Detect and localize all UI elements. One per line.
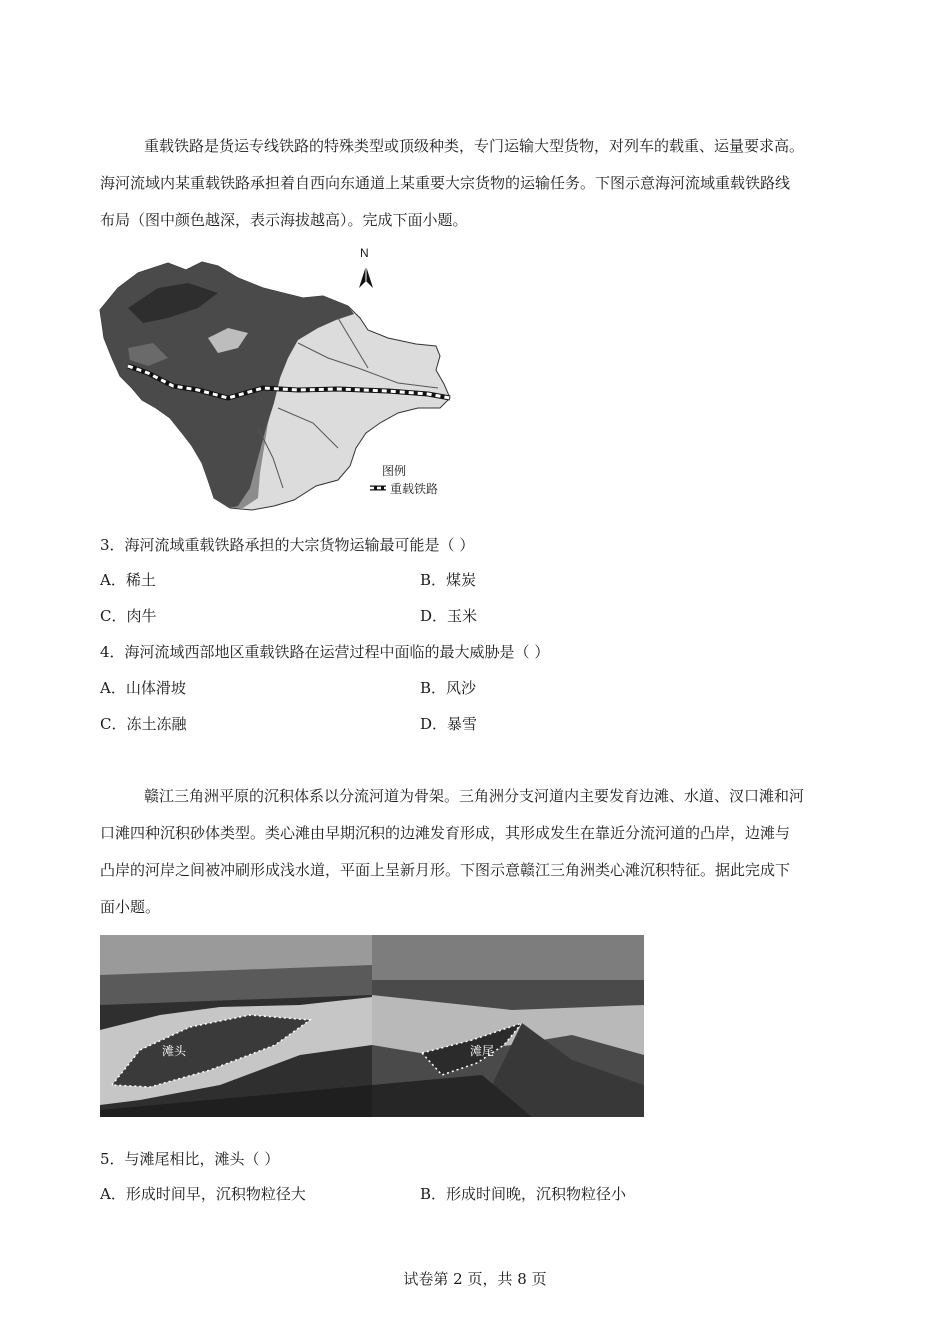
q4-option-a[interactable]: A．山体滑坡 [100,679,186,697]
passage-line: 面小题。 [100,898,161,916]
legend-title: 图例 [382,464,407,478]
photo-bar-head [100,935,372,1117]
question-5-stem: 5．与滩尾相比，滩头（ ） [100,1150,280,1168]
passage-line: 布局（图中颜色越深，表示海拔越高）。完成下面小题。 [100,211,468,229]
passage-line: 重载铁路是货运专线铁路的特殊类型或顶级种类，专门运输大型货物，对列车的载重、运量要求高。 [144,137,805,155]
bar-tail-label: 滩尾 [470,1044,495,1058]
q5-option-b[interactable]: B．形成时间晚，沉积物粒径小 [420,1185,627,1203]
question-3-stem: 3．海河流域重载铁路承担的大宗货物运输最可能是（ ） [100,536,475,554]
q3-option-d[interactable]: D．玉米 [420,607,478,625]
photo-bar-tail [372,935,644,1117]
q4-option-c[interactable]: C．冻土冻融 [100,715,187,733]
north-arrow-label: N [360,246,369,260]
page-footer: 试卷第 2 页，共 8 页 [403,1270,547,1288]
passage-line: 赣江三角洲平原的沉积体系以分流河道为骨架。三角洲分支河道内主要发育边滩、水道、汊口滩和河 [144,787,805,805]
bar-head-label: 滩头 [162,1044,187,1058]
legend-railway-label: 重载铁路 [390,482,439,496]
question-4-stem: 4．海河流域西部地区重载铁路在运营过程中面临的最大威胁是（ ） [100,643,550,661]
q4-option-d[interactable]: D．暴雪 [420,715,478,733]
q4-option-b[interactable]: B．风沙 [420,679,477,697]
haihe-basin-map [98,248,468,518]
q3-option-a[interactable]: A．稀土 [100,571,156,589]
passage-line: 海河流域内某重载铁路承担着自西向东通道上某重要大宗货物的运输任务。下图示意海河流域重载铁路线 [100,174,791,192]
q3-option-c[interactable]: C．肉牛 [100,607,157,625]
passage-line: 口滩四种沉积砂体类型。类心滩由早期沉积的边滩发育形成，其形成发生在靠近分流河道的凸岸，边滩与 [100,824,791,842]
passage-railway [100,128,865,239]
passage-line: 凸岸的河岸之间被冲刷形成浅水道，平面上呈新月形。下图示意赣江三角洲类心滩沉积特征。据此完成下 [100,861,791,879]
q5-option-a[interactable]: A．形成时间早，沉积物粒径大 [100,1185,306,1203]
q3-option-b[interactable]: B．煤炭 [420,571,477,589]
passage-ganjiang [100,778,865,926]
